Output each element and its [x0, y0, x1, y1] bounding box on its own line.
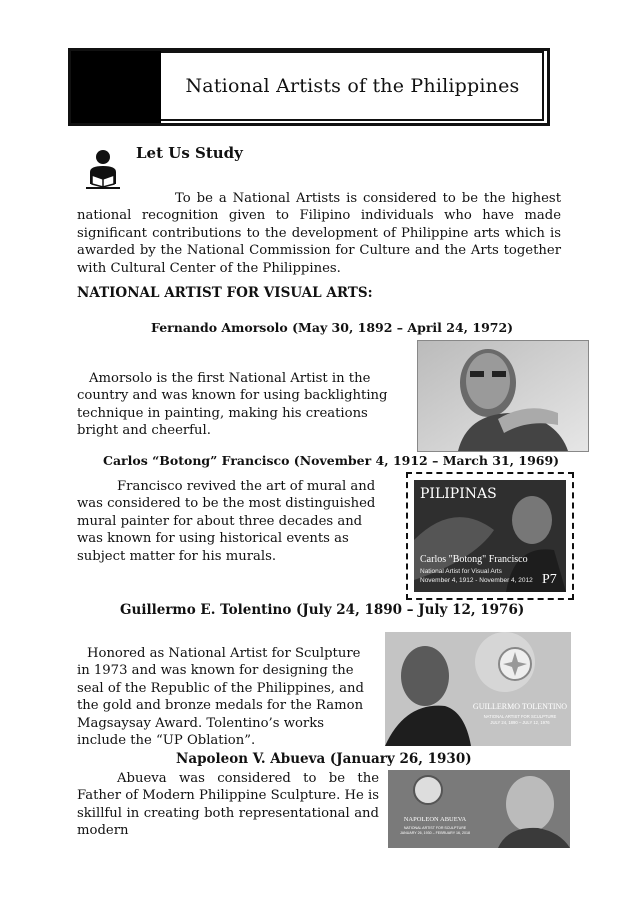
card-tolentino-artwork: [385, 632, 571, 746]
stamp-value: P7: [542, 572, 557, 587]
stamp-country: PILIPINAS: [420, 486, 497, 502]
section-title-let-us-study: Let Us Study: [136, 144, 243, 162]
section-heading-visual-arts: NATIONAL ARTIST FOR VISUAL ARTS:: [77, 285, 373, 301]
card-tolentino: [385, 632, 571, 746]
card-abueva-title: NATIONAL ARTIST FOR SCULPTURE: [403, 826, 467, 830]
stamp-artist-name: Carlos "Botong" Francisco: [420, 554, 528, 565]
artist-heading-francisco: Carlos “Botong” Francisco (November 4, 1912 – March 31, 1969): [103, 453, 560, 468]
stamp-image: [414, 480, 566, 592]
artist-text-francisco: Francisco revived the art of mural and was considered to be the most distinguished mural painter for about three decades and was known for using historical events as subject matter for his murals.: [77, 479, 376, 564]
card-abueva: [388, 770, 570, 848]
intro-paragraph: To be a National Artists is considered to be the highest national recognition given to Filipino individuals who have made significant contributions to the development of Philippine arts which is awarded by the National Commission for Culture and the Arts together with Cultural Center of the Philippines.: [77, 191, 561, 276]
reader-icon: [82, 148, 124, 190]
page-title: National Artists of the Philippines: [185, 75, 520, 97]
artist-heading-abueva: Napoleon V. Abueva (January 26, 1930): [176, 751, 472, 767]
portrait-amorsolo: [417, 340, 589, 452]
card-abueva-artwork: [388, 770, 570, 848]
stamp-dates: November 4, 1912 - November 4, 2012: [420, 577, 533, 584]
stamp-francisco: [406, 472, 574, 600]
card-tolentino-name: GUILLERMO TOLENTINO: [472, 702, 568, 711]
artist-text-amorsolo: Amorsolo is the first National Artist in the country and was known for using backlighting technique in painting, making his creations bright and cheerful.: [77, 371, 388, 439]
artist-heading-amorsolo: Fernando Amorsolo (May 30, 1892 – April 24, 1972): [151, 320, 514, 335]
artist-text-tolentino: Honored as National Artist for Sculpture in 1973 and was known for designing the seal of the Republic of the Philippines, and the gold and bronze medals for the Ramon Magsaysay Award. Tolentino’s works include the “UP Oblation”.: [77, 646, 364, 749]
card-abueva-name: NAPOLEON ABUEVA: [403, 816, 467, 823]
artist-heading-tolentino: Guillermo E. Tolentino (July 24, 1890 – July 12, 1976): [120, 602, 525, 618]
header-black-block: [71, 51, 161, 123]
card-abueva-dates: JANUARY 26, 1930 – FEBRUARY 16, 2018: [399, 831, 471, 835]
artist-text-abueva: Abueva was considered to be the Father of Modern Philippine Sculpture. He is skillful in creating both representational and modern: [77, 771, 379, 839]
card-tolentino-dates: JULY 24, 1890 – JULY 12, 1976: [490, 720, 550, 725]
card-tolentino-title: NATIONAL ARTIST FOR SCULPTURE: [483, 714, 557, 719]
stamp-title: National Artist for Visual Arts: [420, 568, 502, 575]
